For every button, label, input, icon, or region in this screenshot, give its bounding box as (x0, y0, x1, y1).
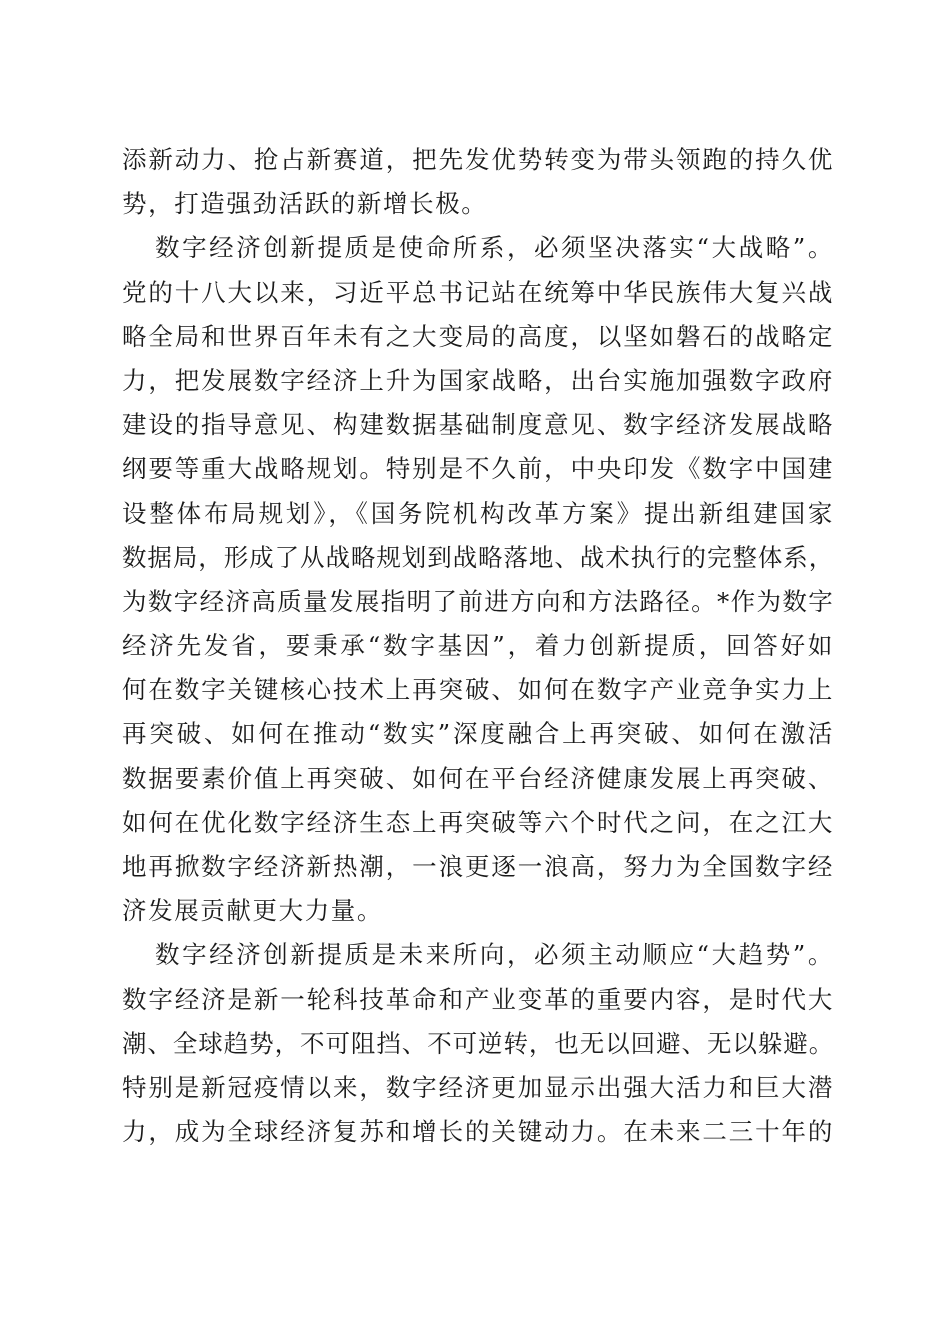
text-line: 数据局，形成了从战略规划到战略落地、战术执行的完整体系， (122, 542, 834, 572)
text-line: 党的十八大以来，习近平总书记站在统筹中华民族伟大复兴战 (122, 277, 834, 307)
text-line: 添新动力、抢占新赛道，把先发优势转变为带头领跑的持久优 (122, 145, 834, 174)
text-line: 潮、全球趋势，不可阻挡、不可逆转，也无以回避、无以躲避。 (122, 1028, 834, 1058)
text-line: 数字经济是新一轮科技革命和产业变革的重要内容，是时代大 (122, 984, 834, 1014)
text-line: 建设的指导意见、构建数据基础制度意见、数字经济发展战略 (122, 410, 834, 440)
text-line: 力，成为全球经济复苏和增长的关键动力。在未来二三十年的 (122, 1117, 834, 1147)
text-line: 再突破、如何在推动“数实”深度融合上再突破、如何在激活 (122, 719, 834, 749)
text-line: 势，打造强劲活跃的新增长极。 (122, 189, 488, 219)
text-line: 力，把发展数字经济上升为国家战略，出台实施加强数字政府 (122, 365, 834, 395)
text-line: 经济先发省，要秉承“数字基因”，着力创新提质，回答好如 (122, 631, 834, 661)
text-line: 为数字经济高质量发展指明了前进方向和方法路径。*作为数字 (122, 586, 834, 616)
text-line: 地再掀数字经济新热潮，一浪更逐一浪高，努力为全国数字经 (122, 852, 834, 881)
text-line: 数据要素价值上再突破、如何在平台经济健康发展上再突破、 (122, 763, 834, 793)
text-line: 济发展贡献更大力量。 (122, 896, 383, 926)
text-line: 纲要等重大战略规划。特别是不久前，中央印发《数字中国建 (122, 454, 834, 484)
document-body (122, 138, 834, 1154)
text-line: 何在数字关键核心技术上再突破、如何在数字产业竞争实力上 (122, 675, 834, 705)
text-line: 略全局和世界百年未有之大变局的高度，以坚如磐石的战略定 (122, 321, 834, 351)
text-line: 特别是新冠疫情以来，数字经济更加显示出强大活力和巨大潜 (122, 1072, 834, 1102)
text-line: 如何在优化数字经济生态上再突破等六个时代之问，在之江大 (122, 807, 834, 837)
paragraph-heading-line: 数字经济创新提质是未来所向，必须主动顺应“大趋势”。 (155, 940, 834, 970)
text-line: 设整体布局规划》，《国务院机构改革方案》提出新组建国家 (122, 498, 834, 528)
paragraph-heading-line: 数字经济创新提质是使命所系，必须坚决落实“大战略”。 (155, 233, 834, 263)
